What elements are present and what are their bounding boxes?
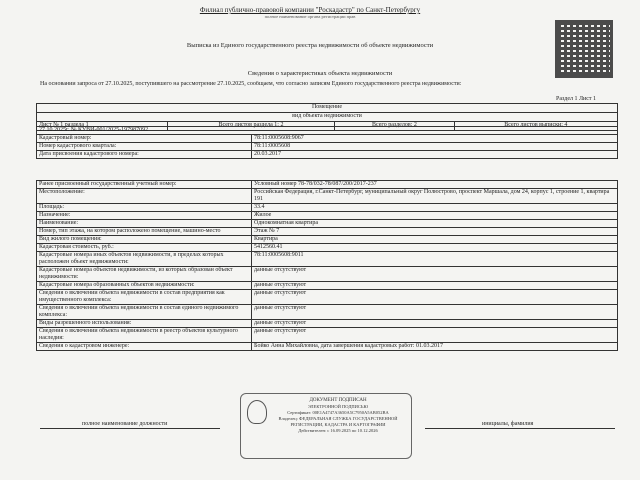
row-label: Виды разрешенного использования: (37, 320, 252, 328)
row-label: Номер кадастрового квартала: (37, 143, 252, 151)
row-value: данные отсутствуют (252, 282, 618, 290)
row-label: Номер, тип этажа, на котором расположено помещение, машино-место (37, 228, 252, 236)
table-row (37, 328, 618, 343)
row-value: данные отсутствуют (252, 320, 618, 328)
stamp-line: ДОКУМЕНТ ПОДПИСАН (309, 398, 367, 403)
row-label: Кадастровые номера объектов недвижимости, из которых образован объект недвижимости: (37, 267, 252, 282)
name-underline (425, 428, 615, 429)
row-value: 33.4 (252, 204, 618, 212)
row-value: данные отсутствуют (252, 267, 618, 282)
row-label: Кадастровый номер: (37, 135, 252, 143)
org-name: Филиал публично-правовой компании "Роскадастр" по Санкт-Петербургу (199, 6, 421, 14)
position-underline (40, 428, 220, 429)
table-row (37, 212, 618, 220)
row-value: 78:11:0005608 (252, 143, 618, 151)
table-row (37, 244, 618, 252)
object-type: Помещение (37, 104, 618, 113)
row-value: данные отсутствуют (252, 328, 618, 343)
total-sheets: Всего листов выписки: 4 (454, 122, 617, 131)
table-row (37, 236, 618, 244)
qr-code-icon (555, 20, 613, 78)
org-caption: полное наименование органа регистрации прав (264, 14, 356, 19)
e-signature-stamp (240, 393, 412, 459)
table-row (37, 204, 618, 212)
name-caption: инициалы, фамилия (482, 421, 534, 427)
stamp-line: Действителен: с 16.09.2025 по 10.12.2026 (298, 428, 378, 433)
row-label: Местоположение: (37, 189, 252, 204)
row-value: 78:11:0005608:9067 (252, 135, 618, 143)
extract-title: Выписка из Единого государственного реестра недвижимости об объекте недвижимости (186, 42, 434, 49)
coat-of-arms-icon (247, 400, 267, 424)
table-row (37, 252, 618, 267)
stamp-line: Владелец: ФЕДЕРАЛЬНАЯ СЛУЖБА ГОСУДАРСТВЕННОЙ (278, 416, 398, 421)
row-value: 20.03.2017 (252, 151, 618, 159)
row-value: Бойко Анна Михайловна, дата завершения кадастровых работ: 01.03.2017 (252, 343, 618, 351)
stamp-line: РЕГИСТРАЦИИ, КАДАСТРА И КАРТОГРАФИИ (290, 422, 386, 427)
stamp-line: Сертификат: 00E1A4747A3650A5C7950A5AB052BA (287, 410, 389, 415)
table-row (37, 282, 618, 290)
section-title: Сведения о характеристиках объекта недвижимости (247, 70, 393, 77)
row-value: Российская Федерация, г.Санкт-Петербург, муниципальный округ Полюстрово, проспект Маршала, дом 24, корпус 1, строение 1, квартира 191 (252, 189, 618, 204)
table-row (37, 220, 618, 228)
table-row (37, 343, 618, 351)
row-value: 5412560.41 (252, 244, 618, 252)
row-label: Кадастровые номера иных объектов недвижимости, в пределах которых расположен объект недвижимости: (37, 252, 252, 267)
section-sheet-label: Раздел 1 Лист 1 (556, 96, 597, 102)
row-label: Кадастровая стоимость, руб.: (37, 244, 252, 252)
row-value: данные отсутствуют (252, 290, 618, 305)
row-value: Однокомнатная квартира (252, 220, 618, 228)
row-label: Сведения о включении объекта недвижимости в реестр объектов культурного наследия: (37, 328, 252, 343)
table-row (37, 290, 618, 305)
stamp-line: ЭЛЕКТРОННОЙ ПОДПИСЬЮ (307, 404, 369, 409)
table-row (37, 181, 618, 189)
row-label: Назначение: (37, 212, 252, 220)
row-label: Сведения о кадастровом инженере: (37, 343, 252, 351)
row-value: 78:11:0005608:9011 (252, 252, 618, 267)
row-label: Вид жилого помещения: (37, 236, 252, 244)
row-value: Квартира (252, 236, 618, 244)
table-row (37, 189, 618, 204)
row-value: Этаж № 7 (252, 228, 618, 236)
row-label: Площадь: (37, 204, 252, 212)
table-row (37, 228, 618, 236)
row-value: данные отсутствуют (252, 305, 618, 320)
row-value: Жилое (252, 212, 618, 220)
table-row (37, 151, 618, 159)
meta-table (36, 126, 618, 159)
total-sections: Всего разделов: 2 (335, 122, 454, 131)
table-row (37, 305, 618, 320)
row-label: Наименование: (37, 220, 252, 228)
basis-text: На основании запроса от 27.10.2025, поступившего на рассмотрение 27.10.2025, сообщаем, что согласно записям Единого государственного реестра недвижимости: (40, 81, 462, 87)
object-type-caption: вид объекта недвижимости (37, 113, 618, 122)
table-row (37, 135, 618, 143)
table-row (37, 143, 618, 151)
row-label: Дата присвоения кадастрового номера: (37, 151, 252, 159)
position-caption: полное наименование должности (82, 421, 168, 427)
row-label: Сведения о включении объекта недвижимости в состав предприятия как имущественного комплекса: (37, 290, 252, 305)
table-row (37, 267, 618, 282)
row-value: Условный номер 78-78/032-78/087/200/2017-237 (252, 181, 618, 189)
characteristics-table (36, 180, 618, 351)
table-row (37, 320, 618, 328)
row-label: Кадастровые номера образованных объектов недвижимости: (37, 282, 252, 290)
sheet-number: Лист № 1 раздела 1 (37, 122, 168, 131)
total-sheets-section: Всего листов раздела 1: 2 (167, 122, 334, 131)
row-label: Ранее присвоенный государственный учетный номер: (37, 181, 252, 189)
document-number: 27.10.2025г. № КУВИ-001/2025-197987092 (37, 127, 618, 135)
row-label: Сведения о включении объекта недвижимости в состав единого недвижимого комплекса: (37, 305, 252, 320)
